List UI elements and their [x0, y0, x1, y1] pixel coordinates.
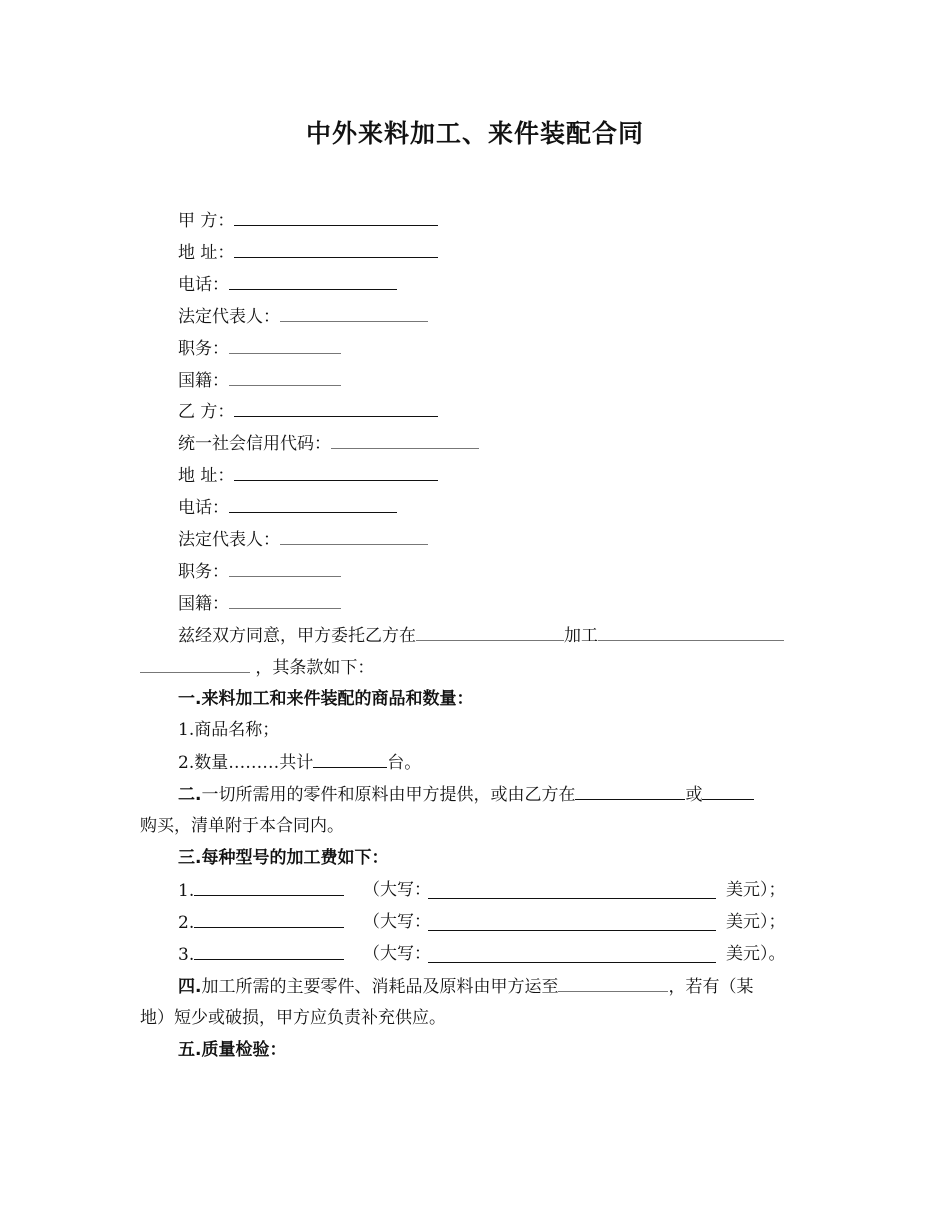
party-a-address-line — [178, 240, 438, 265]
fee-row-number: 3. — [178, 945, 195, 965]
party-a-nationality-line — [178, 368, 341, 393]
section-4-line-2: 地）短少或破损，甲方应负责补充供应。 — [140, 1008, 446, 1028]
fee-daxie-field[interactable] — [428, 881, 716, 899]
section-4-number: 四. — [178, 977, 202, 997]
section-2-line-1 — [178, 782, 754, 807]
section-2-place-field-2[interactable] — [702, 782, 754, 800]
fee-row-end: 美元）； — [726, 912, 786, 932]
section-1-heading: 一.来料加工和来件装配的商品和数量： — [178, 689, 474, 709]
party-b-legal-rep-label: 法定代表人： — [178, 530, 280, 550]
party-a-address-label: 地 址： — [178, 243, 235, 263]
fee-row-number: 2. — [178, 913, 195, 933]
fee-row-end: 美元）； — [726, 880, 786, 900]
fee-amount-field[interactable] — [194, 910, 344, 928]
section-4-line-1 — [178, 974, 753, 999]
party-b-nationality-label: 国籍： — [178, 594, 229, 614]
party-b-phone-label: 电话： — [178, 498, 229, 518]
party-a-position-line — [178, 336, 341, 361]
party-b-name-field[interactable] — [234, 399, 438, 417]
preamble-text-1: 兹经双方同意，甲方委托乙方在 — [178, 626, 416, 646]
party-b-credit-code-label: 统一社会信用代码： — [178, 434, 331, 454]
section-4-destination-field[interactable] — [558, 974, 668, 992]
party-a-position-field[interactable] — [229, 336, 341, 354]
section-5-heading: 五.质量检验： — [178, 1040, 287, 1060]
section-4-text-a: 加工所需的主要零件、消耗品及原料由甲方运至 — [201, 977, 559, 997]
party-a-name-field[interactable] — [234, 208, 438, 226]
party-b-position-line — [178, 559, 341, 584]
preamble-place-field[interactable] — [416, 623, 564, 641]
fee-row — [178, 910, 786, 935]
section-2-number: 二. — [178, 785, 202, 805]
party-b-nationality-field[interactable] — [229, 591, 341, 609]
preamble-text-2: 加工 — [564, 626, 598, 646]
section-3-heading: 三.每种型号的加工费如下： — [178, 848, 389, 868]
party-a-nationality-field[interactable] — [229, 368, 341, 386]
fee-row-daxie-label: （大写： — [363, 912, 431, 932]
section-4-text-b: ，若有（某 — [668, 977, 754, 997]
section-2-place-field-1[interactable] — [575, 782, 685, 800]
party-a-name-label: 甲 方： — [178, 211, 235, 231]
party-b-position-label: 职务： — [178, 562, 229, 582]
party-b-name-label: 乙 方： — [178, 402, 235, 422]
party-a-legal-rep-label: 法定代表人： — [178, 307, 280, 327]
fee-daxie-field[interactable] — [428, 945, 716, 963]
party-b-address-line — [178, 463, 438, 488]
party-a-legal-rep-field[interactable] — [280, 304, 428, 322]
party-b-name-line — [178, 399, 438, 424]
party-b-credit-code-field[interactable] — [331, 431, 479, 449]
fee-row-daxie-label: （大写： — [363, 944, 431, 964]
fee-row-daxie-label: （大写： — [363, 880, 431, 900]
party-b-legal-rep-field[interactable] — [280, 527, 428, 545]
party-b-address-field[interactable] — [234, 463, 438, 481]
party-a-address-field[interactable] — [234, 240, 438, 258]
party-b-credit-code-line — [178, 431, 479, 456]
document-title: 中外来料加工、来件装配合同 — [305, 119, 644, 148]
preamble-product-field[interactable] — [598, 623, 784, 641]
fee-row — [178, 942, 786, 967]
party-a-legal-rep-line — [178, 304, 428, 329]
fee-amount-field[interactable] — [194, 942, 344, 960]
party-b-address-label: 地 址： — [178, 466, 235, 486]
section-1-item-1: 1.商品名称； — [178, 720, 280, 740]
party-a-nationality-label: 国籍： — [178, 371, 229, 391]
party-b-phone-field[interactable] — [229, 495, 397, 513]
section-1-item-2-unit: 台。 — [387, 753, 422, 773]
section-2-text-a: 一切所需用的零件和原料由甲方提供，或由乙方在 — [201, 785, 576, 805]
quantity-field[interactable] — [313, 750, 387, 768]
party-b-phone-line — [178, 495, 397, 520]
party-a-phone-line — [178, 272, 397, 297]
section-1-item-2-text: 2.数量………共计 — [178, 753, 314, 773]
party-a-position-label: 职务： — [178, 339, 229, 359]
section-2-or: 或 — [685, 785, 703, 805]
fee-row-end: 美元）。 — [726, 944, 786, 964]
preamble-text-3: ，其条款如下： — [255, 658, 375, 678]
party-a-phone-label: 电话： — [178, 275, 229, 295]
fee-daxie-field[interactable] — [428, 913, 716, 931]
preamble-line-2 — [140, 655, 374, 680]
section-2-line-2: 购买，清单附于本合同内。 — [140, 816, 344, 836]
fee-row-number: 1. — [178, 881, 195, 901]
party-b-legal-rep-line — [178, 527, 428, 552]
party-a-phone-field[interactable] — [229, 272, 397, 290]
fee-row — [178, 878, 786, 903]
preamble-product-field-cont[interactable] — [140, 655, 250, 673]
party-b-position-field[interactable] — [229, 559, 341, 577]
preamble-line-1 — [178, 623, 784, 648]
section-1-item-2 — [178, 750, 421, 775]
fee-amount-field[interactable] — [194, 878, 344, 896]
party-b-nationality-line — [178, 591, 341, 616]
party-a-name-line — [178, 208, 438, 233]
